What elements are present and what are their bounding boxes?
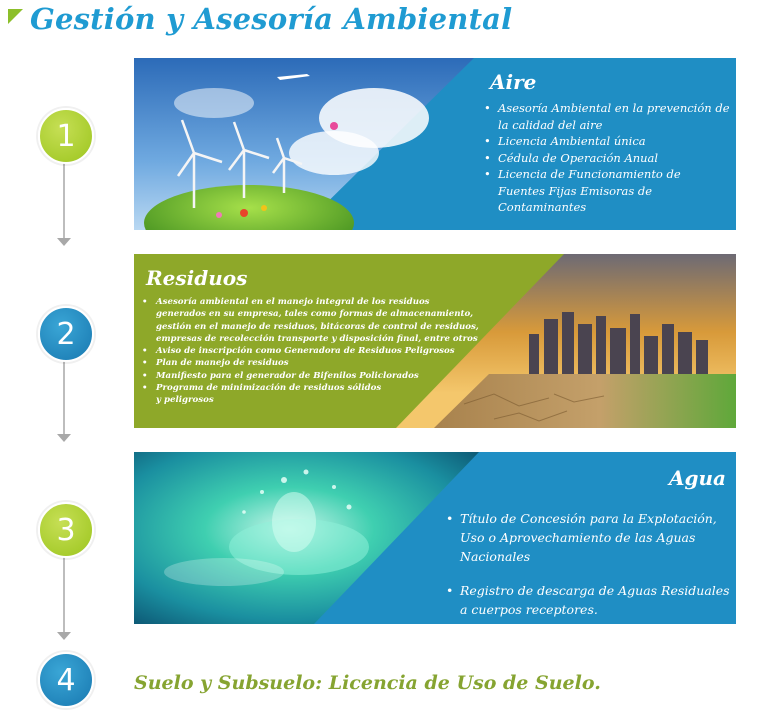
page-title: Gestión y Asesoría Ambiental: [30, 2, 513, 36]
step-circle-2: [38, 306, 94, 362]
aire-title: Aire: [490, 70, 537, 94]
suelo-text: Suelo y Subsuelo: Licencia de Uso de Suelo.: [134, 672, 601, 694]
aire-item-2: • Licencia Ambiental única: [484, 133, 730, 150]
timeline-line-2: [63, 360, 65, 434]
agua-list: [446, 509, 730, 624]
timeline-arrow-3: [57, 632, 71, 640]
step-circle-4: [38, 652, 94, 708]
step-number-1: 1: [56, 118, 76, 154]
aire-item-3: • Cédula de Operación Anual: [484, 150, 730, 167]
residuos-item-1: • Asesoría ambiental en el manejo integral de los residuos generados en su empresa, tales como formas de almacenamiento, gestión en el manejo de residuos, bitácoras de control de residuos, empresas de recolección transporte y disposición final, entre otros: [142, 296, 482, 345]
agua-panel: [134, 452, 736, 624]
step-number-2: 2: [56, 316, 76, 352]
agua-title: Agua: [668, 466, 726, 490]
timeline-arrow-1: [57, 238, 71, 246]
residuos-list: [142, 296, 482, 407]
timeline-line-3: [63, 556, 65, 632]
step-number-4: 4: [56, 662, 76, 698]
step-circle-3: [38, 502, 94, 558]
residuos-panel: [134, 254, 736, 428]
timeline-line-1: [63, 160, 65, 238]
agua-item-1: • Título de Concesión para la Explotación, Uso o Aprovechamiento de las Aguas Nacionales: [446, 509, 730, 566]
residuos-item-2: • Aviso de inscripción como Generadora de Residuos Peligrosos: [142, 345, 482, 357]
agua-item-2: • Registro de descarga de Aguas Residuales a cuerpos receptores.: [446, 581, 730, 619]
residuos-item-5: • Programa de minimización de residuos sólidos y peligrosos: [142, 382, 386, 407]
aire-panel: [134, 58, 736, 230]
residuos-item-4: • Manifiesto para el generador de Bifenilos Policlorados: [142, 370, 482, 382]
residuos-item-3: • Plan de manejo de residuos: [142, 357, 482, 369]
title-corner-triangle: [8, 9, 23, 24]
aire-item-1: • Asesoría Ambiental en la prevención de la calidad del aire: [484, 100, 730, 133]
step-number-3: 3: [56, 512, 76, 548]
aire-list: [484, 100, 730, 216]
step-circle-1: [38, 108, 94, 164]
residuos-title: Residuos: [146, 266, 248, 290]
aire-item-4: • Licencia de Funcionamiento de Fuentes Fijas Emisoras de Contaminantes: [484, 166, 730, 216]
timeline-arrow-2: [57, 434, 71, 442]
